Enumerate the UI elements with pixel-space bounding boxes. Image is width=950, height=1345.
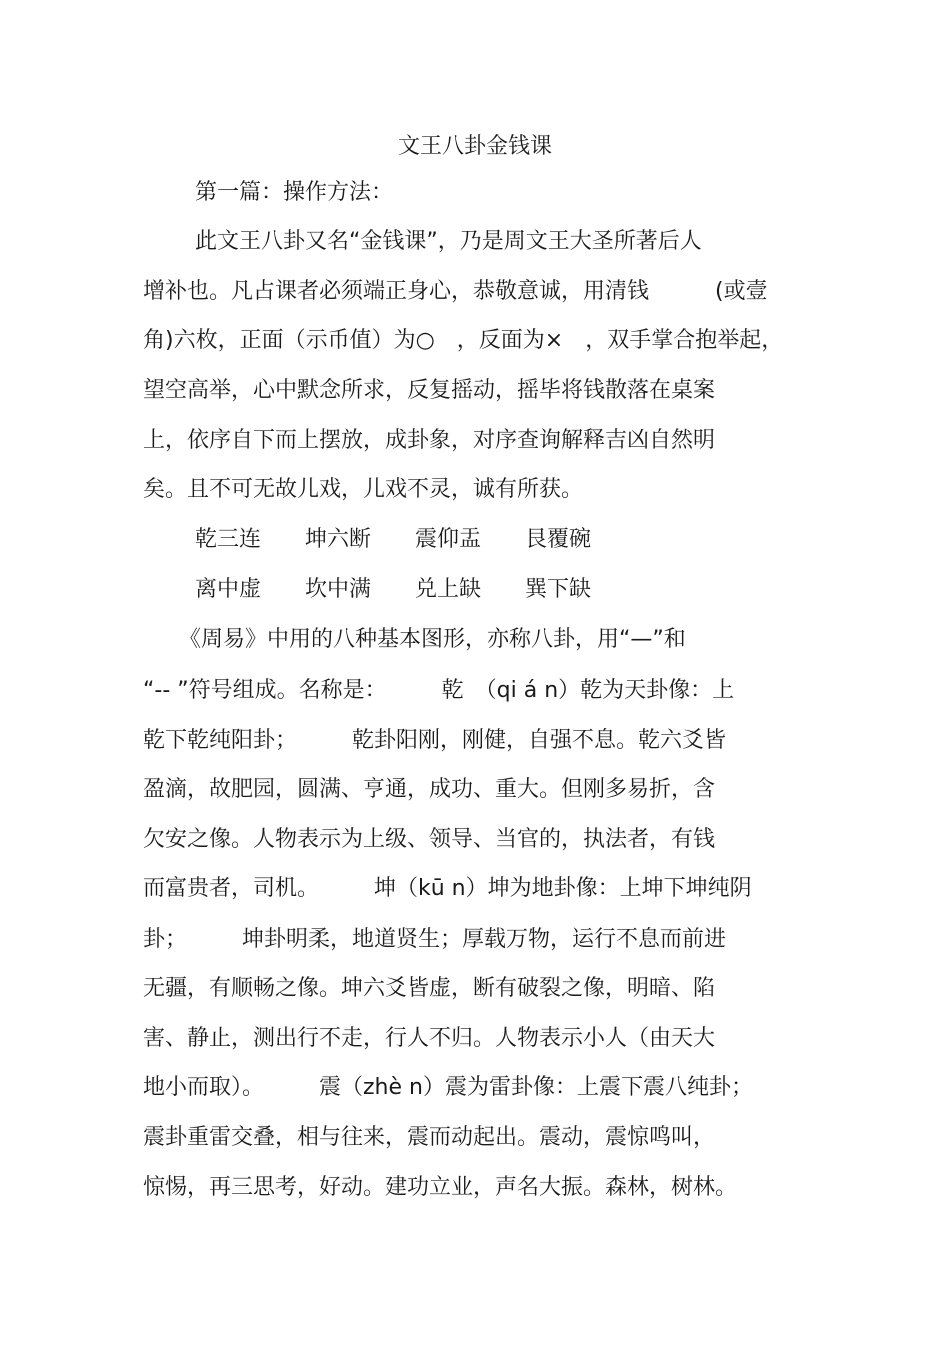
body-line: 《周易》中用的八种基本图形，亦称八卦，用“—”和 <box>179 627 686 652</box>
body-line: 害、静止，测出行不走，行人不归。人物表示小人（由天大 <box>143 1026 716 1051</box>
body-line: 矣。且不可无故儿戏，儿戏不灵，诚有所获。 <box>143 477 584 502</box>
document-title: 文王八卦金钱课 <box>397 134 552 159</box>
body-line: 乾下乾纯阳卦； 乾卦阳刚，刚健，自强不息。乾六爻皆 <box>143 728 727 753</box>
trigram-mnemonic-line: 离中虚 坎中满 兑上缺 巽下缺 <box>195 577 592 602</box>
body-line: 欠安之像。人物表示为上级、领导、当官的，执法者，有钱 <box>143 827 716 852</box>
body-line: 无疆，有顺畅之像。坤六爻皆虚，断有破裂之像，明暗、陷 <box>143 976 716 1001</box>
section-heading: 第一篇：操作方法： <box>195 180 394 205</box>
body-line: 惊惕，再三思考，好动。建功立业，声名大振。森林，树林。 <box>143 1175 738 1200</box>
body-line: 角)六枚，正面（示币值）为○ ，反面为× ，双手掌合抱举起， <box>143 328 784 353</box>
body-line: 盈滴，故肥园，圆满、亨通，成功、重大。但刚多易折，含 <box>143 777 716 802</box>
body-line: 地小而取）。 震（zhè n）震为雷卦像：上震下震八纯卦； <box>143 1075 753 1100</box>
body-line: 增补也。凡占课者必须端正身心，恭敬意诚，用清钱 (或壹 <box>143 279 768 304</box>
body-line: 望空高举，心中默念所求，反复摇动，摇毕将钱散落在桌案 <box>143 378 716 403</box>
trigram-mnemonic-line: 乾三连 坤六断 震仰盂 艮覆碗 <box>195 527 592 552</box>
body-line: 此文王八卦又名“金钱课”，乃是周文王大圣所著后人 <box>195 229 702 254</box>
body-line: “-- ”符号组成。名称是： 乾 （qi á n）乾为天卦像：上 <box>143 678 735 703</box>
body-line: 震卦重雷交叠，相与往来，震而动起出。震动，震惊鸣叫， <box>143 1125 716 1150</box>
body-line: 上，依序自下而上摆放，成卦象，对序查询解释吉凶自然明 <box>143 428 716 453</box>
body-line: 而富贵者，司机。 坤（kū n）坤为地卦像：上坤下坤纯阴 <box>143 876 752 901</box>
body-line: 卦； 坤卦明柔，地道贤生；厚载万物，运行不息而前进 <box>143 927 727 952</box>
